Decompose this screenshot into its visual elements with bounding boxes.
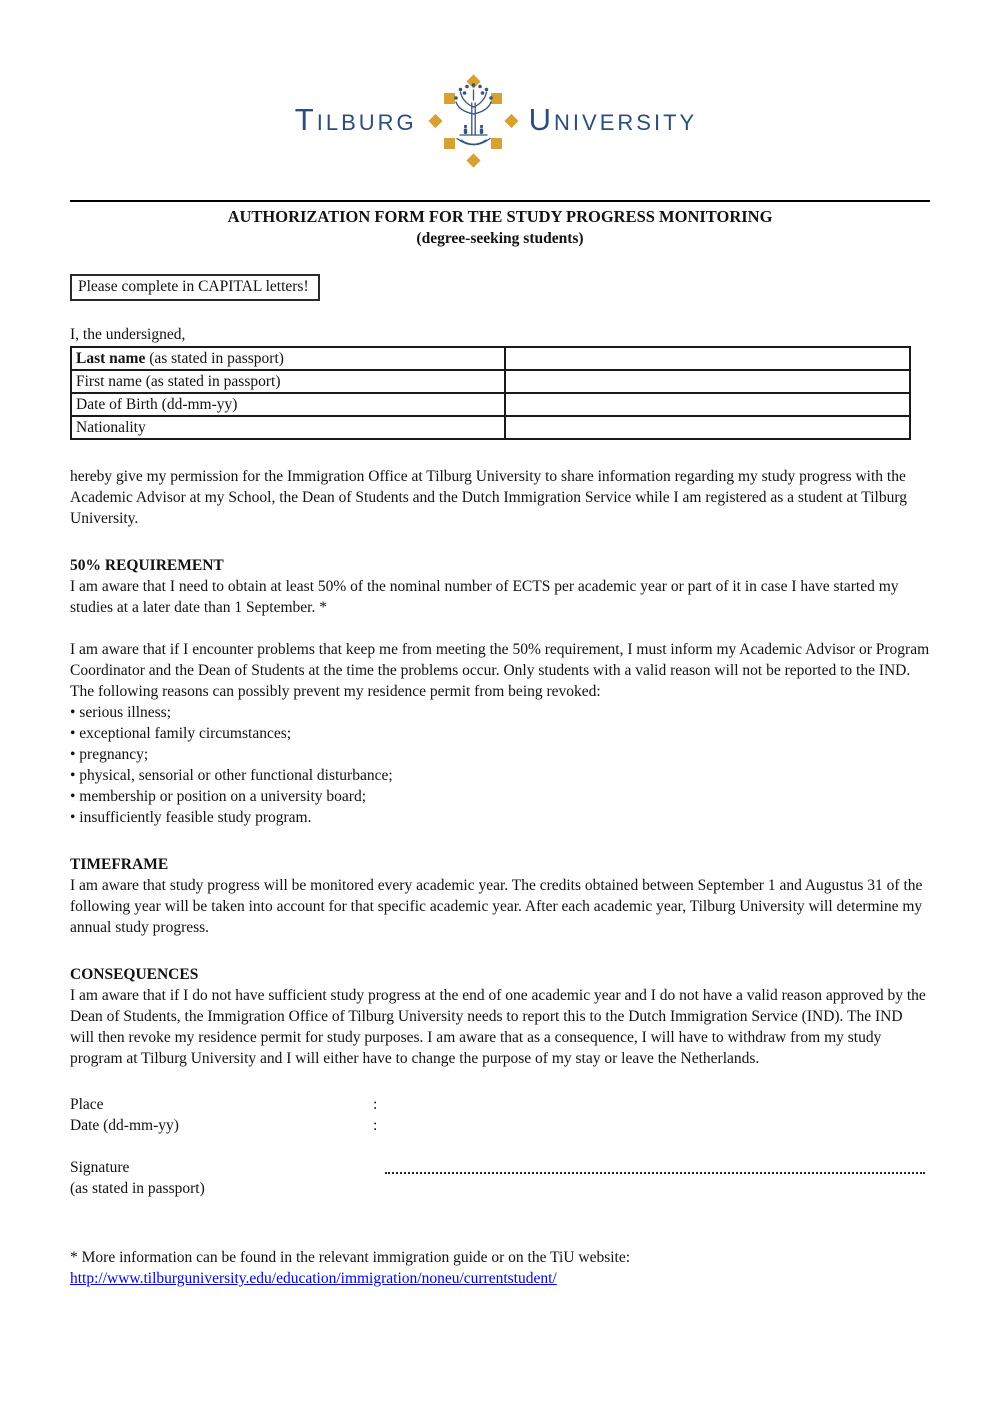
date-of-birth-label (71, 393, 505, 416)
list-item: • exceptional family circumstances; (70, 725, 292, 742)
date-label: Date (dd-mm-yy) (70, 1117, 179, 1134)
date-of-birth-field[interactable] (505, 393, 910, 416)
nationality-label-rest: Nationality (76, 419, 146, 436)
first-name-label-rest: First name (as stated in passport) (76, 373, 281, 390)
logo-word-tilburg: Tilburg (294, 101, 417, 137)
revoke-reasons-list (70, 702, 930, 828)
signature-sublabel: (as stated in passport) (70, 1180, 205, 1197)
signature-label: Signature (70, 1159, 130, 1176)
tiu-website-link[interactable]: http://www.tilburguniversity.edu/education/immigration/noneu/currentstudent/ (70, 1270, 557, 1287)
intro-line: I, the undersigned, (70, 326, 186, 343)
table-row (71, 370, 910, 393)
list-item: • membership or position on a university board; (70, 788, 367, 805)
permission-paragraph: hereby give my permission for the Immigration Office at Tilburg University to share information regarding my study progress with the Academic Advisor at my School, the Dean of Students and the Dutch Immigration Service while I am registered as a student at Tilburg University. (70, 468, 907, 527)
place-label: Place (70, 1096, 104, 1113)
nationality-label (71, 416, 505, 439)
last-name-field[interactable] (505, 347, 910, 370)
consequences-heading: CONSEQUENCES (70, 966, 199, 983)
timeframe-paragraph: I am aware that study progress will be monitored every academic year. The credits obtained between September 1 and Augustus 31 of the following year will be taken into account for that specific academic year. After each academic year, Tilburg University will determine my annual study progress. (70, 877, 923, 936)
requirement-heading: 50% REQUIREMENT (70, 557, 224, 574)
page-title: AUTHORIZATION FORM FOR THE STUDY PROGRESS MONITORING (227, 207, 773, 226)
last-name-label (71, 347, 505, 370)
footnote: * More information can be found in the relevant immigration guide or on the TiU website: (70, 1249, 631, 1266)
date-of-birth-label-rest: Date of Birth (dd-mm-yy) (76, 396, 238, 413)
place-row (70, 1094, 930, 1115)
table-row (71, 347, 910, 370)
signature-block (70, 1094, 930, 1199)
table-row (71, 416, 910, 439)
capital-letters-notice: Please complete in CAPITAL letters! (70, 274, 320, 301)
date-colon: : (373, 1117, 378, 1134)
list-item: • serious illness; (70, 704, 172, 721)
consequences-paragraph: I am aware that if I do not have sufficient study progress at the end of one academic year and I do not have a valid reason approved by the Dean of Students, the Immigration Office of Tilburg University needs to report this to the Dutch Immigration Service (IND). The IND will then revoke my residence permit for study purposes. I am aware that as a consequence, I will have to withdraw from my study program at Tilburg University and I will either have to change the purpose of my stay or leave the Netherlands. (70, 987, 926, 1067)
personal-details-table (70, 346, 911, 440)
signature-dotted-line[interactable] (385, 1157, 925, 1174)
list-item: • physical, sensorial or other functional disturbance; (70, 767, 393, 784)
page-subtitle: (degree-seeking students) (416, 230, 584, 247)
requirement-paragraph-1: I am aware that I need to obtain at least 50% of the nominal number of ECTS per academic year or part of it in case I have started my studies at a later date than 1 September. * (70, 578, 899, 616)
title-divider (70, 200, 930, 202)
requirement-paragraph-2: I am aware that if I encounter problems that keep me from meeting the 50% requirement, I must inform my Academic Advisor or Program Coordinator and the Dean of Students at the time the problems occur. Only students with a valid reason will not be reported to the IND. (70, 641, 930, 679)
first-name-field[interactable] (505, 370, 910, 393)
tilburg-university-logo (62, 73, 930, 169)
place-colon: : (373, 1096, 378, 1113)
last-name-label-rest: (as stated in passport) (145, 350, 284, 367)
timeframe-heading: TIMEFRAME (70, 856, 169, 873)
table-row (71, 393, 910, 416)
requirement-paragraph-3: The following reasons can possibly prevent my residence permit from being revoked: (70, 683, 601, 700)
tree-emblem-icon (427, 73, 519, 169)
list-item: • pregnancy; (70, 746, 149, 763)
date-row (70, 1115, 930, 1136)
first-name-label (71, 370, 505, 393)
list-item: • insufficiently feasible study program. (70, 809, 312, 826)
signature-row (70, 1157, 930, 1178)
logo-word-university: University (528, 101, 698, 137)
nationality-field[interactable] (505, 416, 910, 439)
last-name-label-bold: Last name (76, 350, 146, 367)
